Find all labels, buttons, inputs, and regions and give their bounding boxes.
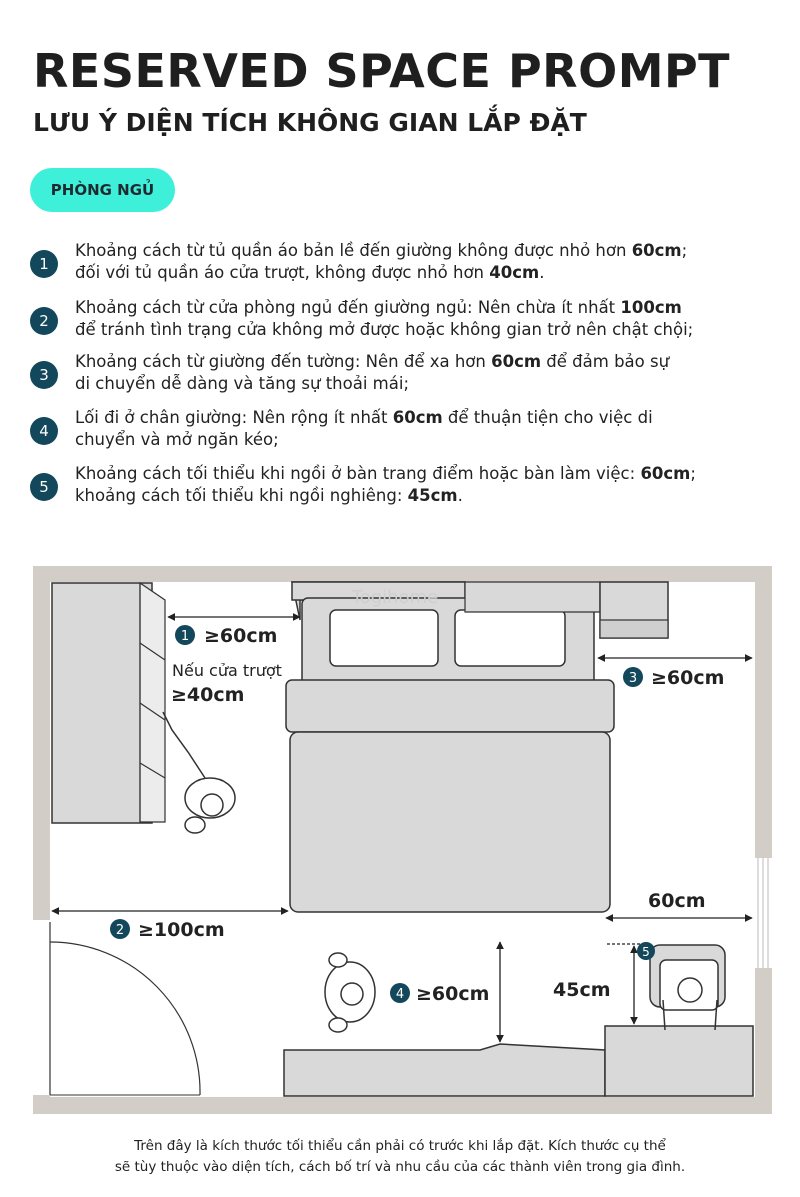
item-text: Khoảng cách tối thiểu khi ngồi ở bàn trang điểm hoặc bàn làm việc: 60cm; khoảng cách tối thiểu khi ngồi nghiêng: 45cm. [75, 464, 696, 505]
desk [605, 1026, 753, 1096]
bed [286, 582, 614, 912]
svg-text:5: 5 [642, 945, 650, 959]
sliding-value: ≥40cm [171, 684, 245, 706]
dimension-label-60: 60cm [648, 890, 706, 912]
svg-text:2: 2 [115, 923, 125, 938]
svg-text:1: 1 [180, 629, 190, 644]
dimension-label-4 [390, 983, 489, 1005]
item-text: Khoảng cách từ cửa phòng ngủ đến giường ngủ: Nên chừa ít nhất 100cm để tránh tình trạng cửa không mở được hoặc không gian trở nên chật chội; [75, 298, 694, 339]
item-text: Lối đi ở chân giường: Nên rộng ít nhất 60cm để thuận tiện cho việc di chuyển và mở ngăn kéo; [75, 408, 653, 449]
svg-text:≥60cm: ≥60cm [204, 625, 278, 647]
item-text: Khoảng cách từ tủ quần áo bản lề đến giường không được nhỏ hơn 60cm; đối với tủ quần áo cửa trượt, không được nhỏ hơn 40cm. [75, 241, 688, 282]
svg-text:≥60cm: ≥60cm [416, 983, 490, 1005]
watermark-text: Togihome [351, 587, 439, 608]
sliding-note: Nếu cửa trượt [172, 661, 282, 680]
number-badge: 1 [30, 250, 58, 278]
wardrobe [52, 583, 165, 823]
page-subtitle: LƯU Ý DIỆN TÍCH KHÔNG GIAN LẮP ĐẶT [33, 108, 587, 137]
number-badge: 4 [30, 417, 58, 445]
number-badge: 3 [30, 361, 58, 389]
dimension-label-5 [637, 942, 655, 960]
svg-text:4: 4 [395, 987, 405, 1002]
bench [284, 1044, 605, 1096]
page-title: RESERVED SPACE PROMPT [33, 44, 731, 98]
footer-note: Trên đây là kích thước tối thiểu cần phải có trước khi lắp đặt. Kích thước cụ thể sẽ tùy thuộc vào diện tích, cách bố trí và nhu cầu của các thành viên trong gia đình. [114, 1138, 686, 1175]
number-badge: 2 [30, 307, 58, 335]
svg-text:≥100cm: ≥100cm [138, 919, 225, 941]
item-text: Khoảng cách từ giường đến tường: Nên để xa hơn 60cm để đảm bảo sự di chuyển dễ dàng và tăng sự thoải mái; [75, 352, 670, 393]
section-badge: PHÒNG NGỦ [30, 168, 175, 212]
dimension-label-45: 45cm [553, 979, 611, 1001]
svg-text:3: 3 [628, 671, 638, 686]
number-badge: 5 [30, 473, 58, 501]
svg-text:≥60cm: ≥60cm [651, 667, 725, 689]
